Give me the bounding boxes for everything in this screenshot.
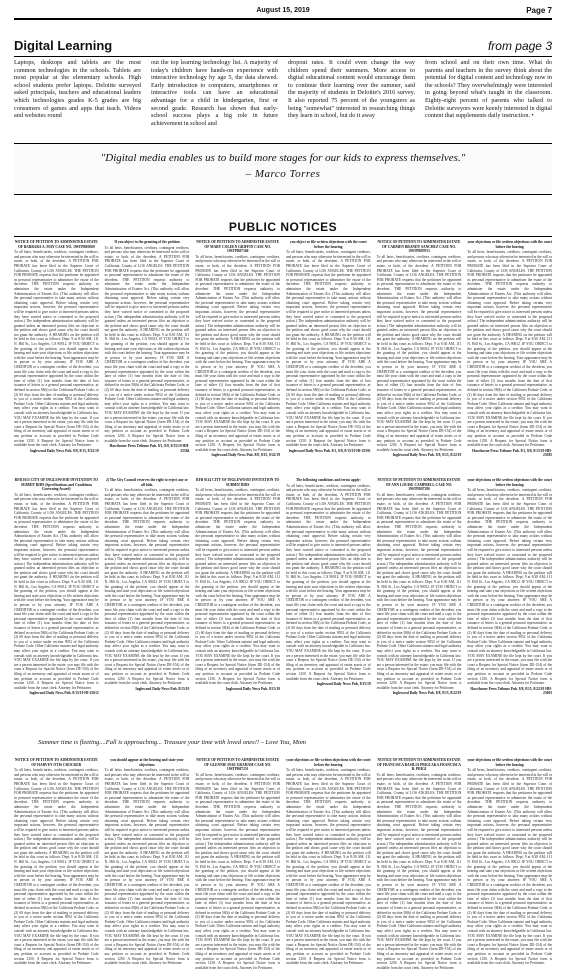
notice-publication: Inglewood Daily News Pub. 8/8, 8/15, 8/22/19: [392, 453, 462, 458]
notice-column: [195, 478, 280, 750]
notice-column: [14, 240, 99, 476]
notice-title: NOTICE OF PETITION TO ADMINISTER ESTATE OF CARMEN BRANDY SANCHEZ CASE NO. 19STPB07053: [377, 240, 461, 254]
notice-body: To all heirs, beneficiaries, creditors, contingent creditors, and persons who may otherwise be interested in the will or estate, or both, of the decedent. A PETITION FOR PROBATE has been filed in the Superior Court of California, County of LOS ANGELES. THE PETITION FOR PROBATE requests that the petitioner be appointed as personal representative to administer the estate of the decedent. THE PETITION requests authority to administer the estate under the Independent Administration of Estates Act. (This authority will allow the personal representative to take many actions without obtaining court approval. Before taking certain very important actions, however, the personal representative will be required to give notice to interested persons unless they have waived notice or consented to the proposed action.) The independent administration authority will be granted unless an interested person files an objection to the petition and shows good cause why the court should not grant the authority. A HEARING on the petition will be held in this court as follows: Dept. 9 at 8:30 AM, 111 N. Hill St., Los Angeles, CA 90012. IF YOU OBJECT to the granting of the petition, you should appear at the hearing and state your objections or file written objections with the court before the hearing. Your appearance may be in person or by your attorney. IF YOU ARE A CREDITOR or a contingent creditor of the decedent, you must file your claim with the court and mail a copy to the personal representative appointed by the court within the later of either (1) four months from the date of first issuance of letters to a general personal representative, as defined in section 58(b) of the California Probate Code, or (2) 60 days from the date of mailing or personal delivery to you of a notice under section 9052 of the California Probate Code. Other California statutes and legal authority may affect your rights as a creditor. You may want to consult with an attorney knowledgeable in California law. YOU MAY EXAMINE the file kept by the court. If you are a person interested in the estate, you may file with the court a Request for Special Notice (form DE-154) of the filing of an inventory and appraisal of estate assets or of any petition or account as provided in Probate Code section 1250. A Request for Special Notice form is available from the court clerk. Attorney for Petitioner.: [14, 492, 99, 690]
notice-column: [377, 240, 462, 476]
notice-title: your objections or file written objections with the court before the hearing: [467, 758, 552, 767]
notice-body: To all heirs, beneficiaries, creditors, contingent creditors, and persons who may otherwise be interested in the will or estate, or both, of the decedent. A PETITION FOR PROBATE has been filed in the Superior Court of California, County of LOS ANGELES. THE PETITION FOR PROBATE requests that the petitioner be appointed as personal representative to administer the estate of the decedent. THE PETITION requests authority to administer the estate under the Independent Administration of Estates Act. (This authority will allow the personal representative to take many actions without obtaining court approval. Before taking certain very important actions, however, the personal representative will be required to give notice to interested persons unless they have waived notice or consented to the proposed action.) The independent administration authority will be granted unless an interested person files an objection to the petition and shows good cause why the court should not grant the authority. A HEARING on the petition will be held in this court as follows: Dept. 9 at 8:30 AM, 111 N. Hill St., Los Angeles, CA 90012. IF YOU OBJECT to the granting of the petition, you should appear at the hearing and state your objections or file written objections with the court before the hearing. Your appearance may be in person or by your attorney. IF YOU ARE A CREDITOR or a contingent creditor of the decedent, you must file your claim with the court and mail a copy to the personal representative appointed by the court within the later of either (1) four months from the date of first issuance of letters to a general personal representative, as defined in section 58(b) of the California Probate Code, or (2) 60 days from the date of mailing or personal delivery to you of a notice under section 9052 of the California Probate Code. Other California statutes and legal authority may affect your rights as a creditor. You may want to consult with an attorney knowledgeable in California law. YOU MAY EXAMINE the file kept by the court. If you are a person interested in the estate, you may file with the court a Request for Special Notice (form DE-154) of the filing of an inventory and appraisal of estate assets or of any petition or account as provided in Probate Code section 1250. A Request for Special Notice form is available from the court clerk. Attorney for Petitioner.: [467, 250, 553, 448]
quote-text: "Digital media enables us to build more stages for our kids to express themselves.": [100, 152, 466, 164]
article-column-4: from school and on their own time. What do parents and teachers in the survey think about the potential for digital content and technology now in the schools? They overwhelmingly were interested in going beyond what's taught in the classroom. Eighty-eight percent of parents who talked to Deloitte surveyors were keenly interested in digital content that supplements daily instruction. •: [425, 59, 552, 120]
notice-column: [286, 478, 371, 750]
notice-body: To all heirs, beneficiaries, creditors, contingent creditors, and persons who may otherwise be interested in the will or estate, or both, of the decedent. A PETITION FOR PROBATE has been filed in the Superior Court of California, County of LOS ANGELES. THE PETITION FOR PROBATE requests that the petitioner be appointed as personal representative to administer the estate of the decedent. THE PETITION requests authority to administer the estate under the Independent Administration of Estates Act. (This authority will allow the personal representative to take many actions without obtaining court approval. Before taking certain very important actions, however, the personal representative will be required to give notice to interested persons unless they have waived notice or consented to the proposed action.) The independent administration authority will be granted unless an interested person files an objection to the petition and shows good cause why the court should not grant the authority. A HEARING on the petition will be held in this court as follows: Dept. 9 at 8:30 AM, 111 N. Hill St., Los Angeles, CA 90012. IF YOU OBJECT to the granting of the petition, you should appear at the hearing and state your objections or file written objections with the court before the hearing. Your appearance may be in person or by your attorney. IF YOU ARE A CREDITOR or a contingent creditor of the decedent, you must file your claim with the court and mail a copy to the personal representative appointed by the court within the later of either (1) four months from the date of first issuance of letters to a general personal representative, as defined in section 58(b) of the California Probate Code, or (2) 60 days from the date of mailing or personal delivery to you of a notice under section 9052 of the California Probate Code. Other California statutes and legal authority may affect your rights as a creditor. You may want to consult with an attorney knowledgeable in California law. YOU MAY EXAMINE the file kept by the court. If you are a person interested in the estate, you may file with the court a Request for Special Notice (form DE-154) of the filing of an inventory and appraisal of estate assets or of any petition or account as provided in Probate Code section 1250. A Request for Special Notice form is available from the court clerk. Attorney for Petitioner.: [104, 245, 190, 443]
notice-title: NOTICE OF PETITION TO ADMINISTER ESTATE OF MARY COLEEN GRIFFIN CASE NO. 19STPB07160: [196, 240, 280, 254]
article-body: [14, 59, 552, 131]
notice-title: RFB 0115 CITY OF INGLEWOOD INVITATION TO SUBMIT BIDS (Specifications and Conditions Governing Award): [14, 478, 98, 492]
notice-body: To all heirs, beneficiaries, creditors, contingent creditors, and persons who may otherwise be interested in the will or estate, or both, of the decedent. A PETITION FOR PROBATE has been filed in the Superior Court of California, County of LOS ANGELES. THE PETITION FOR PROBATE requests that the petitioner be appointed as personal representative to administer the estate of the decedent. THE PETITION requests authority to administer the estate under the Independent Administration of Estates Act. (This authority will allow the personal representative to take many actions without obtaining court approval. Before taking certain very important actions, however, the personal representative will be required to give notice to interested persons unless they have waived notice or consented to the proposed action.) The independent administration authority will be granted unless an interested person files an objection to the petition and shows good cause why the court should not grant the authority. A HEARING on the petition will be held in this court as follows: Dept. 9 at 8:30 AM, 111 N. Hill St., Los Angeles, CA 90012. IF YOU OBJECT to the granting of the petition, you should appear at the hearing and state your objections or file written objections with the court before the hearing. Your appearance may be in person or by your attorney. IF YOU ARE A CREDITOR or a contingent creditor of the decedent, you must file your claim with the court and mail a copy to the personal representative appointed by the court within the later of either (1) four months from the date of first issuance of letters to a general personal representative, as defined in section 58(b) of the California Probate Code, or (2) 60 days from the date of mailing or personal delivery to you of a notice under section 9052 of the California Probate Code. Other California statutes and legal authority may affect your rights as a creditor. You may want to consult with an attorney knowledgeable in California law. YOU MAY EXAMINE the file kept by the court. If you are a person interested in the estate, you may file with the court a Request for Special Notice (form DE-154) of the filing of an inventory and appraisal of estate assets or of any petition or account as provided in Probate Code section 1250. A Request for Special Notice form is available from the court clerk. Attorney for Petitioner.: [14, 768, 99, 966]
public-notices-title: PUBLIC NOTICES: [228, 220, 338, 234]
notice-title: If you object to the granting of the petition: [114, 240, 180, 244]
notice-publication: Inglewood Daily News Pub. 8/15/19: [135, 686, 190, 691]
notice-publication: Inglewood Daily News Pub. 8/15/19: [226, 686, 281, 691]
notice-body: To all heirs, beneficiaries, creditors, contingent creditors, and persons who may otherwise be interested in the will or estate, or both, of the decedent. A PETITION FOR PROBATE has been filed in the Superior Court of California, County of LOS ANGELES. THE PETITION FOR PROBATE requests that the petitioner be appointed as personal representative to administer the estate of the decedent. THE PETITION requests authority to administer the estate under the Independent Administration of Estates Act. (This authority will allow the personal representative to take many actions without obtaining court approval. Before taking certain very important actions, however, the personal representative will be required to give notice to interested persons unless they have waived notice or consented to the proposed action.) The independent administration authority will be granted unless an interested person files an objection to the petition and shows good cause why the court should not grant the authority. A HEARING on the petition will be held in this court as follows: Dept. 9 at 8:30 AM, 111 N. Hill St., Los Angeles, CA 90012. IF YOU OBJECT to the granting of the petition, you should appear at the hearing and state your objections or file written objections with the court before the hearing. Your appearance may be in person or by your attorney. IF YOU ARE A CREDITOR or a contingent creditor of the decedent, you must file your claim with the court and mail a copy to the personal representative appointed by the court within the later of either (1) four months from the date of first issuance of letters to a general personal representative, as defined in section 58(b) of the California Probate Code, or (2) 60 days from the date of mailing or personal delivery to you of a notice under section 9052 of the California Probate Code. Other California statutes and legal authority may affect your rights as a creditor. You may want to consult with an attorney knowledgeable in California law. YOU MAY EXAMINE the file kept by the court. If you are a person interested in the estate, you may file with the court a Request for Special Notice (form DE-154) of the filing of an inventory and appraisal of estate assets or of any petition or account as provided in Probate Code section 1250. A Request for Special Notice form is available from the court clerk. Attorney for Petitioner.: [467, 488, 553, 686]
issue-date: August 15, 2019: [256, 7, 310, 14]
notice-title: NOTICE OF PETITION TO ADMINISTER ESTATE OF ANN LOUISE CAMPBELL CASE NO. 19STPB07386: [377, 478, 461, 492]
notice-row-2: [14, 478, 552, 750]
page-number: Page 7: [526, 6, 552, 15]
notice-row-1: [14, 240, 552, 476]
notice-column: [467, 758, 553, 966]
notice-column: [467, 478, 552, 750]
quote-attribution: – Marco Torres: [245, 168, 321, 180]
notice-title: your objections or file written objections with the court before the hearing: [286, 758, 371, 767]
continued-from: from page 3: [487, 39, 552, 53]
notice-body: To all heirs, beneficiaries, creditors, contingent creditors, and persons who may otherwise be interested in the will or estate, or both, of the decedent. A PETITION FOR PROBATE has been filed in the Superior Court of California, County of LOS ANGELES. THE PETITION FOR PROBATE requests that the petitioner be appointed as personal representative to administer the estate of the decedent. THE PETITION requests authority to administer the estate under the Independent Administration of Estates Act. (This authority will allow the personal representative to take many actions without obtaining court approval. Before taking certain very important actions, however, the personal representative will be required to give notice to interested persons unless they have waived notice or consented to the proposed action.) The independent administration authority will be granted unless an interested person files an objection to the petition and shows good cause why the court should not grant the authority. A HEARING on the petition will be held in this court as follows: Dept. 9 at 8:30 AM, 111 N. Hill St., Los Angeles, CA 90012. IF YOU OBJECT to the granting of the petition, you should appear at the hearing and state your objections or file written objections with the court before the hearing. Your appearance may be in person or by your attorney. IF YOU ARE A CREDITOR or a contingent creditor of the decedent, you must file your claim with the court and mail a copy to the personal representative appointed by the court within the later of either (1) four months from the date of first issuance of letters to a general personal representative, as defined in section 58(b) of the California Probate Code, or (2) 60 days from the date of mailing or personal delivery to you of a notice under section 9052 of the California Probate Code. Other California statutes and legal authority may affect your rights as a creditor. You may want to consult with an attorney knowledgeable in California law. YOU MAY EXAMINE the file kept by the court. If you are a person interested in the estate, you may file with the court a Request for Special Notice (form DE-154) of the filing of an inventory and appraisal of estate assets or of any petition or account as provided in Probate Code section 1250. A Request for Special Notice form is available from the court clerk. Attorney for Petitioner.: [104, 488, 190, 686]
notice-publication: Inglewood Daily News Pub. 8/8, 8/15, 8/22/19: [30, 448, 99, 453]
notice-publication: Inglewood Daily News Pub. 8/8, 8/15, 8/22/19: [211, 453, 281, 458]
notice-publication: Inglewood Daily News Pub. 8/15/19 HI-25612: [29, 691, 99, 696]
notice-publication: Inglewood Daily News Pub. 8/8, 8/15, 8/22/19: [392, 691, 462, 696]
notice-column: [195, 758, 281, 970]
notice-title: 2) The City Council reserves the right to reject any or all bids.: [105, 478, 189, 487]
greeting-banner: Summer time is fleeting....Fall is approaching... Treasure your time with loved ones!! – Love You, Mom: [14, 734, 330, 752]
notice-column: [377, 478, 462, 750]
notice-title: your objections or file written objections with the court before the hearing: [467, 478, 552, 487]
notice-column: [195, 240, 280, 476]
notice-title: NOTICE OF PETITION TO ADMINISTER ESTATE OF BARBARA A. MAY CASE NO. 19STPB05069: [14, 240, 98, 249]
notice-title: NOTICE OF PETITION TO ADMINISTER ESTATE OF GLENNIE MAE GRAHAM CASE NO. 19STPB07251: [196, 758, 280, 772]
notice-body: To all heirs, beneficiaries, creditors, contingent creditors, and persons who may otherwise be interested in the will or estate, or both, of the decedent. A PETITION FOR PROBATE has been filed in the Superior Court of California, County of LOS ANGELES. THE PETITION FOR PROBATE requests that the petitioner be appointed as personal representative to administer the estate of the decedent. THE PETITION requests authority to administer the estate under the Independent Administration of Estates Act. (This authority will allow the personal representative to take many actions without obtaining court approval. Before taking certain very important actions, however, the personal representative will be required to give notice to interested persons unless they have waived notice or consented to the proposed action.) The independent administration authority will be granted unless an interested person files an objection to the petition and shows good cause why the court should not grant the authority. A HEARING on the petition will be held in this court as follows: Dept. 9 at 8:30 AM, 111 N. Hill St., Los Angeles, CA 90012. IF YOU OBJECT to the granting of the petition, you should appear at the hearing and state your objections or file written objections with the court before the hearing. Your appearance may be in person or by your attorney. IF YOU ARE A CREDITOR or a contingent creditor of the decedent, you must file your claim with the court and mail a copy to the personal representative appointed by the court within the later of either (1) four months from the date of first issuance of letters to a general personal representative, as defined in section 58(b) of the California Probate Code, or (2) 60 days from the date of mailing or personal delivery to you of a notice under section 9052 of the California Probate Code. Other California statutes and legal authority may affect your rights as a creditor. You may want to consult with an attorney knowledgeable in California law. YOU MAY EXAMINE the file kept by the court. If you are a person interested in the estate, you may file with the court a Request for Special Notice (form DE-154) of the filing of an inventory and appraisal of estate assets or of any petition or account as provided in Probate Code section 1250. A Request for Special Notice form is available from the court clerk. Attorney for Petitioner.: [195, 772, 281, 970]
notice-column: [105, 240, 190, 476]
notice-column: [467, 240, 552, 476]
notice-title: RFB 0114 CITY OF INGLEWOOD INVITATION TO SUBMIT BIDS: [196, 478, 280, 487]
notice-body: To all heirs, beneficiaries, creditors, contingent creditors, and persons who may otherwise be interested in the will or estate, or both, of the decedent. A PETITION FOR PROBATE has been filed in the Superior Court of California, County of LOS ANGELES. THE PETITION FOR PROBATE requests that the petitioner be appointed as personal representative to administer the estate of the decedent. THE PETITION requests authority to administer the estate under the Independent Administration of Estates Act. (This authority will allow the personal representative to take many actions without obtaining court approval. Before taking certain very important actions, however, the personal representative will be required to give notice to interested persons unless they have waived notice or consented to the proposed action.) The independent administration authority will be granted unless an interested person files an objection to the petition and shows good cause why the court should not grant the authority. A HEARING on the petition will be held in this court as follows: Dept. 9 at 8:30 AM, 111 N. Hill St., Los Angeles, CA 90012. IF YOU OBJECT to the granting of the petition, you should appear at the hearing and state your objections or file written objections with the court before the hearing. Your appearance may be in person or by your attorney. IF YOU ARE A CREDITOR or a contingent creditor of the decedent, you must file your claim with the court and mail a copy to the personal representative appointed by the court within the later of either (1) four months from the date of first issuance of letters to a general personal representative, as defined in section 58(b) of the California Probate Code, or (2) 60 days from the date of mailing or personal delivery to you of a notice under section 9052 of the California Probate Code. Other California statutes and legal authority may affect your rights as a creditor. You may want to consult with an attorney knowledgeable in California law. YOU MAY EXAMINE the file kept by the court. If you are a person interested in the estate, you may file with the court a Request for Special Notice (form DE-154) of the filing of an inventory and appraisal of estate assets or of any petition or account as provided in Probate Code section 1250. A Request for Special Notice form is available from the court clerk. Attorney for Petitioner.: [376, 772, 462, 970]
notice-title: NOTICE OF PETITION TO ADMINISTER ESTATE OF HARVEY OTIS CROCKER: [14, 758, 98, 767]
notice-column: [104, 758, 190, 966]
notice-publication: Hawthorne Press Tribune Pub. 8/8, 8/15, 8/22/19 HH-25603: [470, 686, 553, 696]
notice-body: To all heirs, beneficiaries, creditors, contingent creditors, and persons who may otherwise be interested in the will or estate, or both, of the decedent. A PETITION FOR PROBATE has been filed in the Superior Court of California, County of LOS ANGELES. THE PETITION FOR PROBATE requests that the petitioner be appointed as personal representative to administer the estate of the decedent. THE PETITION requests authority to administer the estate under the Independent Administration of Estates Act. (This authority will allow the personal representative to take many actions without obtaining court approval. Before taking certain very important actions, however, the personal representative will be required to give notice to interested persons unless they have waived notice or consented to the proposed action.) The independent administration authority will be granted unless an interested person files an objection to the petition and shows good cause why the court should not grant the authority. A HEARING on the petition will be held in this court as follows: Dept. 9 at 8:30 AM, 111 N. Hill St., Los Angeles, CA 90012. IF YOU OBJECT to the granting of the petition, you should appear at the hearing and state your objections or file written objections with the court before the hearing. Your appearance may be in person or by your attorney. IF YOU ARE A CREDITOR or a contingent creditor of the decedent, you must file your claim with the court and mail a copy to the personal representative appointed by the court within the later of either (1) four months from the date of first issuance of letters to a general personal representative, as defined in section 58(b) of the California Probate Code, or (2) 60 days from the date of mailing or personal delivery to you of a notice under section 9052 of the California Probate Code. Other California statutes and legal authority may affect your rights as a creditor. You may want to consult with an attorney knowledgeable in California law. YOU MAY EXAMINE the file kept by the court. If you are a person interested in the estate, you may file with the court a Request for Special Notice (form DE-154) of the filing of an inventory and appraisal of estate assets or of any petition or account as provided in Probate Code section 1250. A Request for Special Notice form is available from the court clerk. Attorney for Petitioner.: [195, 488, 281, 686]
notice-body: To all heirs, beneficiaries, creditors, contingent creditors, and persons who may otherwise be interested in the will or estate, or both, of the decedent. A PETITION FOR PROBATE has been filed in the Superior Court of California, County of LOS ANGELES. THE PETITION FOR PROBATE requests that the petitioner be appointed as personal representative to administer the estate of the decedent. THE PETITION requests authority to administer the estate under the Independent Administration of Estates Act. (This authority will allow the personal representative to take many actions without obtaining court approval. Before taking certain very important actions, however, the personal representative will be required to give notice to interested persons unless they have waived notice or consented to the proposed action.) The independent administration authority will be granted unless an interested person files an objection to the petition and shows good cause why the court should not grant the authority. A HEARING on the petition will be held in this court as follows: Dept. 9 at 8:30 AM, 111 N. Hill St., Los Angeles, CA 90012. IF YOU OBJECT to the granting of the petition, you should appear at the hearing and state your objections or file written objections with the court before the hearing. Your appearance may be in person or by your attorney. IF YOU ARE A CREDITOR or a contingent creditor of the decedent, you must file your claim with the court and mail a copy to the personal representative appointed by the court within the later of either (1) four months from the date of first issuance of letters to a general personal representative, as defined in section 58(b) of the California Probate Code, or (2) 60 days from the date of mailing or personal delivery to you of a notice under section 9052 of the California Probate Code. Other California statutes and legal authority may affect your rights as a creditor. You may want to consult with an attorney knowledgeable in California law. YOU MAY EXAMINE the file kept by the court. If you are a person interested in the estate, you may file with the court a Request for Special Notice (form DE-154) of the filing of an inventory and appraisal of estate assets or of any petition or account as provided in Probate Code section 1250. A Request for Special Notice form is available from the court clerk. Attorney for Petitioner.: [14, 250, 99, 448]
notice-title: you object or file written objections with the court before the hearing: [289, 240, 367, 249]
article-column-2: out the top learning technology list. A majority of today's children have hands-on experience with interactive technology by age 5, the data showed. Early introduction to computers, smartphones or interactive tools can have an educational advantage for a child in kindergarten, first or second grade. Research has shown that early-school success plays a big role in future achievement in school and: [151, 59, 278, 127]
section-rule: [14, 56, 552, 57]
public-notices-rule: [14, 236, 552, 237]
notice-body: To all heirs, beneficiaries, creditors, contingent creditors, and persons who may otherwise be interested in the will or estate, or both, of the decedent. A PETITION FOR PROBATE has been filed in the Superior Court of California, County of LOS ANGELES. THE PETITION FOR PROBATE requests that the petitioner be appointed as personal representative to administer the estate of the decedent. THE PETITION requests authority to administer the estate under the Independent Administration of Estates Act. (This authority will allow the personal representative to take many actions without obtaining court approval. Before taking certain very important actions, however, the personal representative will be required to give notice to interested persons unless they have waived notice or consented to the proposed action.) The independent administration authority will be granted unless an interested person files an objection to the petition and shows good cause why the court should not grant the authority. A HEARING on the petition will be held in this court as follows: Dept. 9 at 8:30 AM, 111 N. Hill St., Los Angeles, CA 90012. IF YOU OBJECT to the granting of the petition, you should appear at the hearing and state your objections or file written objections with the court before the hearing. Your appearance may be in person or by your attorney. IF YOU ARE A CREDITOR or a contingent creditor of the decedent, you must file your claim with the court and mail a copy to the personal representative appointed by the court within the later of either (1) four months from the date of first issuance of letters to a general personal representative, as defined in section 58(b) of the California Probate Code, or (2) 60 days from the date of mailing or personal delivery to you of a notice under section 9052 of the California Probate Code. Other California statutes and legal authority may affect your rights as a creditor. You may want to consult with an attorney knowledgeable in California law. YOU MAY EXAMINE the file kept by the court. If you are a person interested in the estate, you may file with the court a Request for Special Notice (form DE-154) of the filing of an inventory and appraisal of estate assets or of any petition or account as provided in Probate Code section 1250. A Request for Special Notice form is available from the court clerk. Attorney for Petitioner.: [376, 254, 462, 452]
notice-column: [14, 758, 99, 966]
notice-column: [286, 758, 371, 966]
notice-body: To all heirs, beneficiaries, creditors, contingent creditors, and persons who may otherwise be interested in the will or estate, or both, of the decedent. A PETITION FOR PROBATE has been filed in the Superior Court of California, County of LOS ANGELES. THE PETITION FOR PROBATE requests that the petitioner be appointed as personal representative to administer the estate of the decedent. THE PETITION requests authority to administer the estate under the Independent Administration of Estates Act. (This authority will allow the personal representative to take many actions without obtaining court approval. Before taking certain very important actions, however, the personal representative will be required to give notice to interested persons unless they have waived notice or consented to the proposed action.) The independent administration authority will be granted unless an interested person files an objection to the petition and shows good cause why the court should not grant the authority. A HEARING on the petition will be held in this court as follows: Dept. 9 at 8:30 AM, 111 N. Hill St., Los Angeles, CA 90012. IF YOU OBJECT to the granting of the petition, you should appear at the hearing and state your objections or file written objections with the court before the hearing. Your appearance may be in person or by your attorney. IF YOU ARE A CREDITOR or a contingent creditor of the decedent, you must file your claim with the court and mail a copy to the personal representative appointed by the court within the later of either (1) four months from the date of first issuance of letters to a general personal representative, as defined in section 58(b) of the California Probate Code, or (2) 60 days from the date of mailing or personal delivery to you of a notice under section 9052 of the California Probate Code. Other California statutes and legal authority may affect your rights as a creditor. You may want to consult with an attorney knowledgeable in California law. YOU MAY EXAMINE the file kept by the court. If you are a person interested in the estate, you may file with the court a Request for Special Notice (form DE-154) of the filing of an inventory and appraisal of estate assets or of any petition or account as provided in Probate Code section 1250. A Request for Special Notice form is available from the court clerk. Attorney for Petitioner.: [286, 483, 371, 681]
notice-column: [286, 240, 371, 476]
article-column-1: Laptops, desktops and tablets are the most common technologies in the schools. Tablets are most popular at the elementary schools. High school students prefer laptops. Deloitte surveyed asked principals, teachers and educational leaders which technologies grades K-5 grades are big consumers of games and apps that teach. Videos and websites round: [14, 59, 141, 120]
notice-body: To all heirs, beneficiaries, creditors, contingent creditors, and persons who may otherwise be interested in the will or estate, or both, of the decedent. A PETITION FOR PROBATE has been filed in the Superior Court of California, County of LOS ANGELES. THE PETITION FOR PROBATE requests that the petitioner be appointed as personal representative to administer the estate of the decedent. THE PETITION requests authority to administer the estate under the Independent Administration of Estates Act. (This authority will allow the personal representative to take many actions without obtaining court approval. Before taking certain very important actions, however, the personal representative will be required to give notice to interested persons unless they have waived notice or consented to the proposed action.) The independent administration authority will be granted unless an interested person files an objection to the petition and shows good cause why the court should not grant the authority. A HEARING on the petition will be held in this court as follows: Dept. 9 at 8:30 AM, 111 N. Hill St., Los Angeles, CA 90012. IF YOU OBJECT to the granting of the petition, you should appear at the hearing and state your objections or file written objections with the court before the hearing. Your appearance may be in person or by your attorney. IF YOU ARE A CREDITOR or a contingent creditor of the decedent, you must file your claim with the court and mail a copy to the personal representative appointed by the court within the later of either (1) four months from the date of first issuance of letters to a general personal representative, as defined in section 58(b) of the California Probate Code, or (2) 60 days from the date of mailing or personal delivery to you of a notice under section 9052 of the California Probate Code. Other California statutes and legal authority may affect your rights as a creditor. You may want to consult with an attorney knowledgeable in California law. YOU MAY EXAMINE the file kept by the court. If you are a person interested in the estate, you may file with the court a Request for Special Notice (form DE-154) of the filing of an inventory and appraisal of estate assets or of any petition or account as provided in Probate Code section 1250. A Request for Special Notice form is available from the court clerk. Attorney for Petitioner.: [467, 768, 553, 966]
notice-publication: Hawthorne Press Tribune Pub. 8/1, 8/8, 8/15/19 HH-25585: [472, 448, 553, 458]
notice-publication: Inglewood Daily News Pub. 8/15/19: [316, 682, 371, 687]
section-title: Digital Learning: [14, 38, 113, 53]
section-bar: [14, 38, 552, 54]
notice-body: To all heirs, beneficiaries, creditors, contingent creditors, and persons who may otherwise be interested in the will or estate, or both, of the decedent. A PETITION FOR PROBATE has been filed in the Superior Court of California, County of LOS ANGELES. THE PETITION FOR PROBATE requests that the petitioner be appointed as personal representative to administer the estate of the decedent. THE PETITION requests authority to administer the estate under the Independent Administration of Estates Act. (This authority will allow the personal representative to take many actions without obtaining court approval. Before taking certain very important actions, however, the personal representative will be required to give notice to interested persons unless they have waived notice or consented to the proposed action.) The independent administration authority will be granted unless an interested person files an objection to the petition and shows good cause why the court should not grant the authority. A HEARING on the petition will be held in this court as follows: Dept. 9 at 8:30 AM, 111 N. Hill St., Los Angeles, CA 90012. IF YOU OBJECT to the granting of the petition, you should appear at the hearing and state your objections or file written objections with the court before the hearing. Your appearance may be in person or by your attorney. IF YOU ARE A CREDITOR or a contingent creditor of the decedent, you must file your claim with the court and mail a copy to the personal representative appointed by the court within the later of either (1) four months from the date of first issuance of letters to a general personal representative, as defined in section 58(b) of the California Probate Code, or (2) 60 days from the date of mailing or personal delivery to you of a notice under section 9052 of the California Probate Code. Other California statutes and legal authority may affect your rights as a creditor. You may want to consult with an attorney knowledgeable in California law. YOU MAY EXAMINE the file kept by the court. If you are a person interested in the estate, you may file with the court a Request for Special Notice (form DE-154) of the filing of an inventory and appraisal of estate assets or of any petition or account as provided in Probate Code section 1250. A Request for Special Notice form is available from the court clerk. Attorney for Petitioner.: [376, 492, 462, 690]
pull-quote: [14, 143, 552, 195]
notice-body: To all heirs, beneficiaries, creditors, contingent creditors, and persons who may otherwise be interested in the will or estate, or both, of the decedent. A PETITION FOR PROBATE has been filed in the Superior Court of California, County of LOS ANGELES. THE PETITION FOR PROBATE requests that the petitioner be appointed as personal representative to administer the estate of the decedent. THE PETITION requests authority to administer the estate under the Independent Administration of Estates Act. (This authority will allow the personal representative to take many actions without obtaining court approval. Before taking certain very important actions, however, the personal representative will be required to give notice to interested persons unless they have waived notice or consented to the proposed action.) The independent administration authority will be granted unless an interested person files an objection to the petition and shows good cause why the court should not grant the authority. A HEARING on the petition will be held in this court as follows: Dept. 9 at 8:30 AM, 111 N. Hill St., Los Angeles, CA 90012. IF YOU OBJECT to the granting of the petition, you should appear at the hearing and state your objections or file written objections with the court before the hearing. Your appearance may be in person or by your attorney. IF YOU ARE A CREDITOR or a contingent creditor of the decedent, you must file your claim with the court and mail a copy to the personal representative appointed by the court within the later of either (1) four months from the date of first issuance of letters to a general personal representative, as defined in section 58(b) of the California Probate Code, or (2) 60 days from the date of mailing or personal delivery to you of a notice under section 9052 of the California Probate Code. Other California statutes and legal authority may affect your rights as a creditor. You may want to consult with an attorney knowledgeable in California law. YOU MAY EXAMINE the file kept by the court. If you are a person interested in the estate, you may file with the court a Request for Special Notice (form DE-154) of the filing of an inventory and appraisal of estate assets or of any petition or account as provided in Probate Code section 1250. A Request for Special Notice form is available from the court clerk. Attorney for Petitioner.: [104, 768, 190, 966]
notice-title: you should appear at the hearing and state your objections: [110, 758, 184, 767]
notice-publication: Hawthorne Press Tribune Pub. 8/1, 8/8, 8/15/19 HH-25584: [109, 444, 190, 453]
notice-title: The following conditions and terms apply:: [295, 478, 361, 482]
notice-body: To all heirs, beneficiaries, creditors, contingent creditors, and persons who may otherwise be interested in the will or estate, or both, of the decedent. A PETITION FOR PROBATE has been filed in the Superior Court of California, County of LOS ANGELES. THE PETITION FOR PROBATE requests that the petitioner be appointed as personal representative to administer the estate of the decedent. THE PETITION requests authority to administer the estate under the Independent Administration of Estates Act. (This authority will allow the personal representative to take many actions without obtaining court approval. Before taking certain very important actions, however, the personal representative will be required to give notice to interested persons unless they have waived notice or consented to the proposed action.) The independent administration authority will be granted unless an interested person files an objection to the petition and shows good cause why the court should not grant the authority. A HEARING on the petition will be held in this court as follows: Dept. 9 at 8:30 AM, 111 N. Hill St., Los Angeles, CA 90012. IF YOU OBJECT to the granting of the petition, you should appear at the hearing and state your objections or file written objections with the court before the hearing. Your appearance may be in person or by your attorney. IF YOU ARE A CREDITOR or a contingent creditor of the decedent, you must file your claim with the court and mail a copy to the personal representative appointed by the court within the later of either (1) four months from the date of first issuance of letters to a general personal representative, as defined in section 58(b) of the California Probate Code, or (2) 60 days from the date of mailing or personal delivery to you of a notice under section 9052 of the California Probate Code. Other California statutes and legal authority may affect your rights as a creditor. You may want to consult with an attorney knowledgeable in California law. YOU MAY EXAMINE the file kept by the court. If you are a person interested in the estate, you may file with the court a Request for Special Notice (form DE-154) of the filing of an inventory and appraisal of estate assets or of any petition or account as provided in Probate Code section 1250. A Request for Special Notice form is available from the court clerk. Attorney for Petitioner.: [286, 250, 371, 448]
notice-row-3: [14, 758, 553, 970]
notice-title: your objections or file written objections with the court before the hearing: [467, 240, 552, 249]
page-header: [0, 0, 566, 28]
notice-publication: Inglewood Daily News Pub. 8/1, 8/8, 8/15/19 HI-25591: [288, 448, 371, 453]
notice-title: NOTICE OF PETITION TO ADMINISTER ESTATE OF FRANCISCA BASILIA PRIGI AKA FRANCISCA B. PRIGI: [377, 758, 462, 772]
notice-body: To all heirs, beneficiaries, creditors, contingent creditors, and persons who may otherwise be interested in the will or estate, or both, of the decedent. A PETITION FOR PROBATE has been filed in the Superior Court of California, County of LOS ANGELES. THE PETITION FOR PROBATE requests that the petitioner be appointed as personal representative to administer the estate of the decedent. THE PETITION requests authority to administer the estate under the Independent Administration of Estates Act. (This authority will allow the personal representative to take many actions without obtaining court approval. Before taking certain very important actions, however, the personal representative will be required to give notice to interested persons unless they have waived notice or consented to the proposed action.) The independent administration authority will be granted unless an interested person files an objection to the petition and shows good cause why the court should not grant the authority. A HEARING on the petition will be held in this court as follows: Dept. 9 at 8:30 AM, 111 N. Hill St., Los Angeles, CA 90012. IF YOU OBJECT to the granting of the petition, you should appear at the hearing and state your objections or file written objections with the court before the hearing. Your appearance may be in person or by your attorney. IF YOU ARE A CREDITOR or a contingent creditor of the decedent, you must file your claim with the court and mail a copy to the personal representative appointed by the court within the later of either (1) four months from the date of first issuance of letters to a general personal representative, as defined in section 58(b) of the California Probate Code, or (2) 60 days from the date of mailing or personal delivery to you of a notice under section 9052 of the California Probate Code. Other California statutes and legal authority may affect your rights as a creditor. You may want to consult with an attorney knowledgeable in California law. YOU MAY EXAMINE the file kept by the court. If you are a person interested in the estate, you may file with the court a Request for Special Notice (form DE-154) of the filing of an inventory and appraisal of estate assets or of any petition or account as provided in Probate Code section 1250. A Request for Special Notice form is available from the court clerk. Attorney for Petitioner.: [195, 254, 281, 452]
notice-body: To all heirs, beneficiaries, creditors, contingent creditors, and persons who may otherwise be interested in the will or estate, or both, of the decedent. A PETITION FOR PROBATE has been filed in the Superior Court of California, County of LOS ANGELES. THE PETITION FOR PROBATE requests that the petitioner be appointed as personal representative to administer the estate of the decedent. THE PETITION requests authority to administer the estate under the Independent Administration of Estates Act. (This authority will allow the personal representative to take many actions without obtaining court approval. Before taking certain very important actions, however, the personal representative will be required to give notice to interested persons unless they have waived notice or consented to the proposed action.) The independent administration authority will be granted unless an interested person files an objection to the petition and shows good cause why the court should not grant the authority. A HEARING on the petition will be held in this court as follows: Dept. 9 at 8:30 AM, 111 N. Hill St., Los Angeles, CA 90012. IF YOU OBJECT to the granting of the petition, you should appear at the hearing and state your objections or file written objections with the court before the hearing. Your appearance may be in person or by your attorney. IF YOU ARE A CREDITOR or a contingent creditor of the decedent, you must file your claim with the court and mail a copy to the personal representative appointed by the court within the later of either (1) four months from the date of first issuance of letters to a general personal representative, as defined in section 58(b) of the California Probate Code, or (2) 60 days from the date of mailing or personal delivery to you of a notice under section 9052 of the California Probate Code. Other California statutes and legal authority may affect your rights as a creditor. You may want to consult with an attorney knowledgeable in California law. YOU MAY EXAMINE the file kept by the court. If you are a person interested in the estate, you may file with the court a Request for Special Notice (form DE-154) of the filing of an inventory and appraisal of estate assets or of any petition or account as provided in Probate Code section 1250. A Request for Special Notice form is available from the court clerk. Attorney for Petitioner.: [286, 768, 371, 966]
header-rule: [14, 18, 552, 20]
notice-column: [376, 758, 462, 970]
article-column-3: dropout rates. It could even change the way children spend their summers. More access to digital educational content would encourage them to continue their learning over the summer, said the majority of students in Deloitte's 2016 survey. It also reported 75 percent of the youngsters as being "somewhat" interested in researching things they learn in school, but do it away: [288, 59, 415, 120]
notice-column: [14, 478, 99, 750]
notice-column: [105, 478, 190, 750]
